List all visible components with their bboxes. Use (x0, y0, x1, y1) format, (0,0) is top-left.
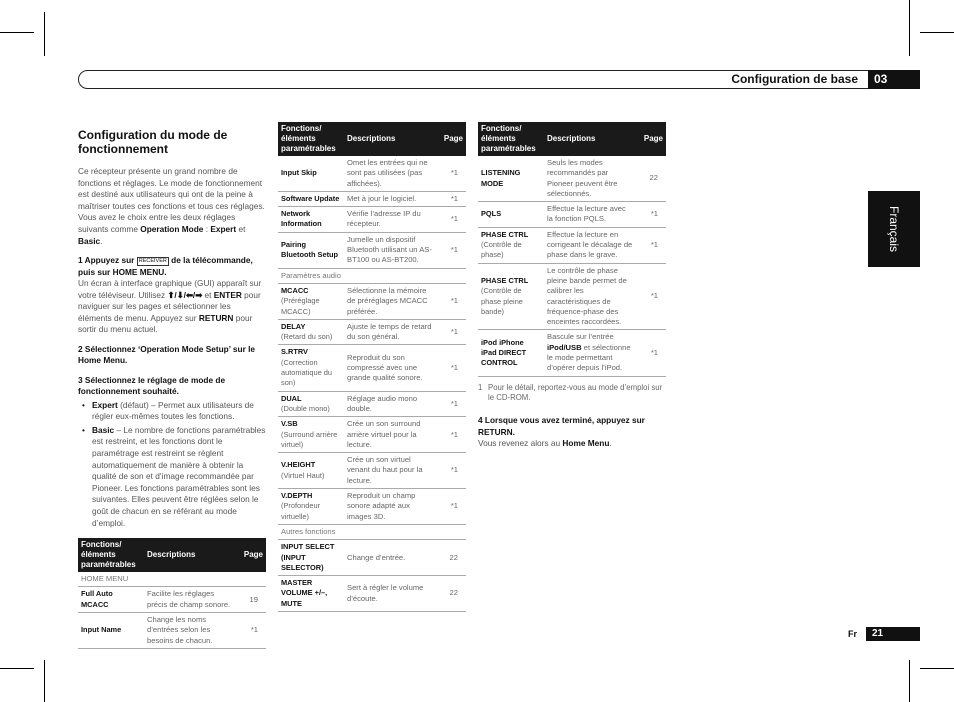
table-group-row: Autres fonctions (278, 524, 466, 539)
crop-mark (44, 660, 45, 702)
crop-mark (0, 32, 34, 33)
bullet-icon: • (82, 424, 85, 435)
table-row: DELAY (Retard du son) Ajuste le temps de retard du son général. *1 (278, 319, 466, 345)
table-row: Input Skip Omet les entrées qui ne sont pas utilisées (pas affichées). *1 (278, 156, 466, 191)
step-4-text: Vous revenez alors au Home Menu. (478, 438, 612, 449)
table-row: Network Information Vérifie l’adresse IP du récepteur. *1 (278, 207, 466, 233)
crop-mark (909, 660, 910, 702)
language-tab (868, 191, 920, 267)
receiver-button-icon: RECEIVER (138, 258, 167, 265)
language-tab-label: Français (887, 205, 901, 253)
chapter-title: Configuration de base (731, 72, 858, 86)
table-row: PHASE CTRL (Contrôle de phase pleine bande) Le contrôle de phase pleine bande permet de calibrer les caractéristiques de fréquence-phase des enceintes raccordées. *1 (478, 263, 666, 330)
function-table-3 (478, 122, 666, 377)
bullet-item: • Expert (défaut) – Permet aux utilisateurs de régler eux-mêmes toutes les fonctions. (78, 400, 266, 423)
table-row: Pairing Bluetooth Setup Jumelle un dispositif Bluetooth utilisant un AS-BT100 ou AS-BT200. *1 (278, 232, 466, 268)
table-row: Software Update Met à jour le logiciel. *1 (278, 191, 466, 206)
crop-mark (920, 32, 954, 33)
table-row: LISTENING MODE Seuls les modes recommandés par Pioneer peuvent être sélectionnés. 22 (478, 156, 666, 202)
column-2 (278, 122, 466, 612)
step-1-text: Un écran à interface graphique (GUI) apparaît sur votre téléviseur. Utilisez ⬆/⬇/⬅/➡ et ENTER pour naviguer sur les pages et sélectionner les éléments de menu. Appuyez sur RETURN pour sortir du menu actuel. (78, 277, 262, 335)
table-row: V.DEPTH (Profondeur virtuelle) Reproduit un champ sonore adapté aux images 3D. *1 (278, 489, 466, 525)
table-row: S.RTRV (Correction automatique du son) Reproduit du son compressé avec une grande qualité sonore. *1 (278, 345, 466, 391)
function-table-2 (278, 122, 466, 612)
table-row: PHASE CTRL (Contrôle de phase) Effectue la lecture en corrigeant le décalage de phase dans le grave. *1 (478, 227, 666, 263)
table-group-row: HOME MENU (78, 572, 266, 587)
chapter-number: 03 (868, 70, 920, 89)
table-row: Full Auto MCACC Facilite les réglages précis de champ sonore. 19 (78, 587, 266, 613)
crop-mark (920, 668, 954, 669)
table-header: Fonctions/ éléments paramétrables Descriptions Page (478, 122, 666, 156)
table-row: INPUT SELECT (INPUT SELECTOR) Change d’entrée. 22 (278, 540, 466, 576)
step-1-heading: 1 Appuyez sur RECEIVER de la télécommande, puis sur HOME MENU. (78, 255, 253, 277)
footer-language: Fr (848, 629, 857, 639)
table-row: V.SB (Surround arrière virtuel) Crée un son surround arrière virtuel pour la lecture. *1 (278, 417, 466, 453)
bullet-icon: • (82, 399, 85, 410)
step-4-heading: 4 Lorsque vous avez terminé, appuyez sur RETURN. (478, 415, 645, 437)
table-row: Input Name Change les noms d’entrées selon les besoins de chacun. *1 (78, 612, 266, 648)
step-3-heading: 3 Sélectionnez le réglage de mode de fonctionnement souhaité. (78, 374, 226, 397)
column-1 (78, 128, 266, 649)
footnote: 1 Pour le détail, reportez-vous au mode d’emploi sur le CD-ROM. (478, 382, 663, 403)
table-row: MCACC (Préréglage MCACC) Sélectionne la mémoire de préréglages MCACC préférée. *1 (278, 283, 466, 319)
step-2-heading: 2 Sélectionnez ‘Operation Mode Setup’ sur le Home Menu. (78, 343, 256, 366)
crop-mark (0, 668, 34, 669)
table-header: Fonctions/ éléments paramétrables Descriptions Page (278, 122, 466, 156)
crop-mark (44, 12, 45, 56)
section-title: Configuration du mode de fonctionnement (78, 128, 228, 156)
arrow-keys-icon: ⬆/⬇/⬅/➡ (167, 289, 203, 300)
table-row: PQLS Effectue la lecture avec la fonction PQLS. *1 (478, 202, 666, 228)
bullet-item: • Basic – Le nombre de fonctions paramétrables est restreint, et les fonctions dont le paramétrage est restreint se règlent automatiquement de manière à obtenir la qualité de son et d’image recommandée par Pioneer. Les fonctions paramétrables sont les suivantes. Elles peuvent être réglées selon le goût de chacun en se référant au mode d’emploi. (78, 425, 266, 529)
crop-mark (909, 0, 910, 56)
table-row: iPod iPhone iPad DIRECT CONTROL Bascule sur l’entrée iPod/USB et sélectionne le mode permettant d’opérer depuis l’iPod. *1 (478, 330, 666, 376)
table-row: DUAL (Double mono) Réglage audio mono double. *1 (278, 391, 466, 417)
intro-paragraph: Ce récepteur présente un grand nombre de fonctions et réglages. Le mode de fonctionnement est destiné aux utilisateurs qui ont de la peine à maîtriser toutes ces fonctions et tous ces réglages. (78, 166, 265, 211)
intro-paragraph-2: Vous avez le choix entre les deux réglages suivants comme Operation Mode : Expert et Basic. (78, 212, 246, 246)
table-row: MASTER VOLUME +/–, MUTE Sert à régler le volume d’écoute. 22 (278, 576, 466, 612)
function-table-1 (78, 538, 266, 649)
column-3 (478, 122, 666, 450)
table-header: Fonctions/ éléments paramétrables Descriptions Page (78, 538, 266, 572)
table-row: V.HEIGHT (Virtuel Haut) Crée un son virtuel venant du haut pour la lecture. *1 (278, 453, 466, 489)
table-group-row: Paramètres audio (278, 268, 466, 283)
page-number: 21 (866, 627, 920, 641)
